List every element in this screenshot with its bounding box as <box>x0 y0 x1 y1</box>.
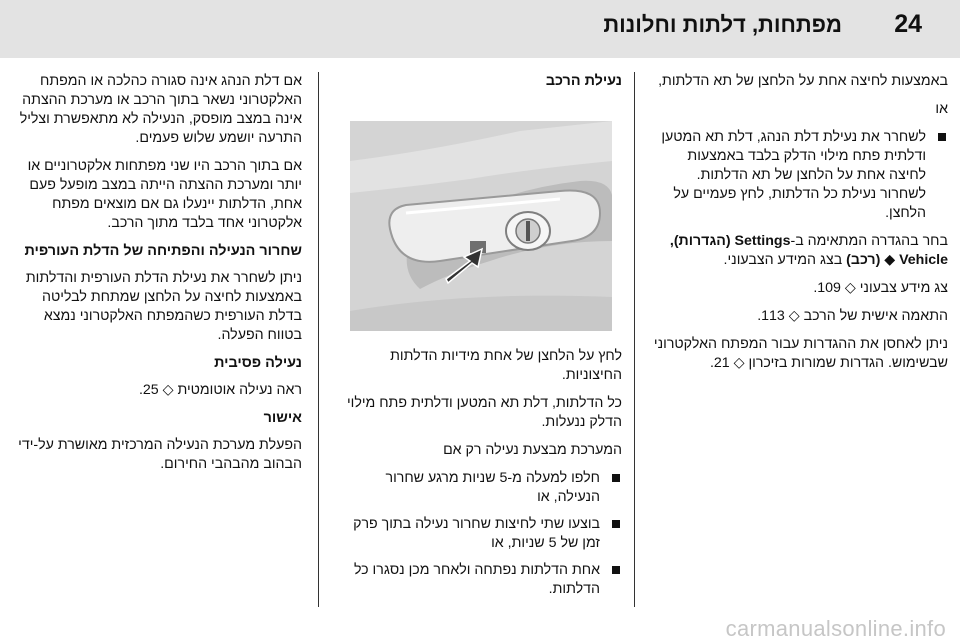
square-bullet-icon <box>938 133 946 141</box>
list-item <box>340 515 622 553</box>
right-column <box>648 72 948 382</box>
door-handle-illustration <box>350 121 612 331</box>
list-item-text: לשחרר את נעילת דלת הנהג, דלת תא המטען ודלתית פתח מילוי הדלק בלבד באמצעות לחיצה אחת על הלחצן של תא הדלתות. לשחרור נעילת כל הדלתות, לחץ פעמיים על הלחצן. <box>661 129 926 221</box>
list-item-text: חלפו למעלה מ-5 שניות מרגע שחרור הנעילה, או <box>385 470 600 505</box>
page-header <box>0 0 960 58</box>
vehicle-label: (הגדרות), Vehicle ◆ (רכב) <box>669 233 948 268</box>
paragraph: ניתן לשחרר את נעילת הדלת העורפית והדלתות באמצעות לחיצה על הלחצן שמתחת לבליטה בדלת העורפית כשהמפתח האלקטרוני נמצא בטווח הפעלה. <box>25 270 302 343</box>
paragraph <box>648 232 948 270</box>
page-title: מפתחות, דלתות וחלונות <box>603 12 842 37</box>
paragraph: הפעלת מערכת הנעילה המרכזית מאושרת על-ידי הבהוב מהבהבי החירום. <box>18 437 302 472</box>
section-heading: נעילת הרכב <box>545 73 622 89</box>
square-bullet-icon <box>612 474 620 482</box>
paragraph: או <box>935 101 948 117</box>
paragraph: ניתן לאחסן את ההגדרות עבור המפתח האלקטרוני שבשימוש. הגדרות שמורות בזיכרון ◇ 21. <box>653 336 948 371</box>
page-number: 24 <box>894 10 922 38</box>
bullet-list <box>648 128 948 223</box>
watermark: carmanualsonline.info <box>725 616 946 641</box>
paragraph: כל הדלתות, דלת תא המטען ודלתית פתח מילוי הדלק ננעלות. <box>346 395 622 430</box>
paragraph: באמצעות לחיצה אחת על הלחצן של תא הדלתות, <box>658 73 948 89</box>
list-item <box>648 128 948 223</box>
paragraph: המערכת מבצעת נעילה רק אם <box>443 442 622 458</box>
column-divider <box>634 72 635 607</box>
paragraph: התאמה אישית של הרכב ◇ 113. <box>757 308 948 324</box>
square-bullet-icon <box>612 566 620 574</box>
paragraph-text: בצג המידע הצבעוני. <box>723 252 847 268</box>
list-item-text: אחת הדלתות נפתחה ולאחר מכן נסגרו כל הדלתות. <box>353 562 600 597</box>
list-item-text: בוצעו שתי לחיצות שחרור נעילה בתוך פרק זמן של 5 שניות, או <box>353 516 600 551</box>
section-heading: נעילה פסיבית <box>214 355 302 371</box>
list-item <box>340 469 622 507</box>
middle-column <box>340 72 622 608</box>
column-divider <box>318 72 319 607</box>
settings-label: Settings <box>734 233 791 249</box>
section-heading: אישור <box>263 410 302 426</box>
section-heading: שחרור הנעילה והפתיחה של הדלת העורפית <box>24 243 302 259</box>
paragraph: צג מידע צבעוני ◇ 109. <box>813 280 948 296</box>
list-item <box>340 561 622 599</box>
bullet-list <box>340 469 622 599</box>
door-handle-photo <box>350 121 612 331</box>
paragraph: אם דלת הנהג אינה סגורה כהלכה או המפתח האלקטרוני נשאר בתוך הרכב או מערכת ההצתה אינה במצב מופסק, הנעילה לא מתאפשרת וצליל התרעה יושמע שלוש פעמים. <box>19 73 302 146</box>
paragraph: לחץ על הלחצן של אחת מידיות הדלתות החיצוניות. <box>390 348 622 383</box>
square-bullet-icon <box>612 520 620 528</box>
left-column <box>12 72 302 483</box>
paragraph: אם בתוך הרכב היו שני מפתחות אלקטרוניים או יותר ומערכת ההצתה הייתה במצב מופעל פעם אחת, הדלתות יינעלו גם אם מוצאים מפתח אלקטרוני אחד בלבד מתוך הרכב. <box>27 158 302 231</box>
paragraph: ראה נעילה אוטומטית ◇ 25. <box>138 382 302 398</box>
paragraph-text: בחר בהגדרה המתאימה ב- <box>790 233 948 249</box>
